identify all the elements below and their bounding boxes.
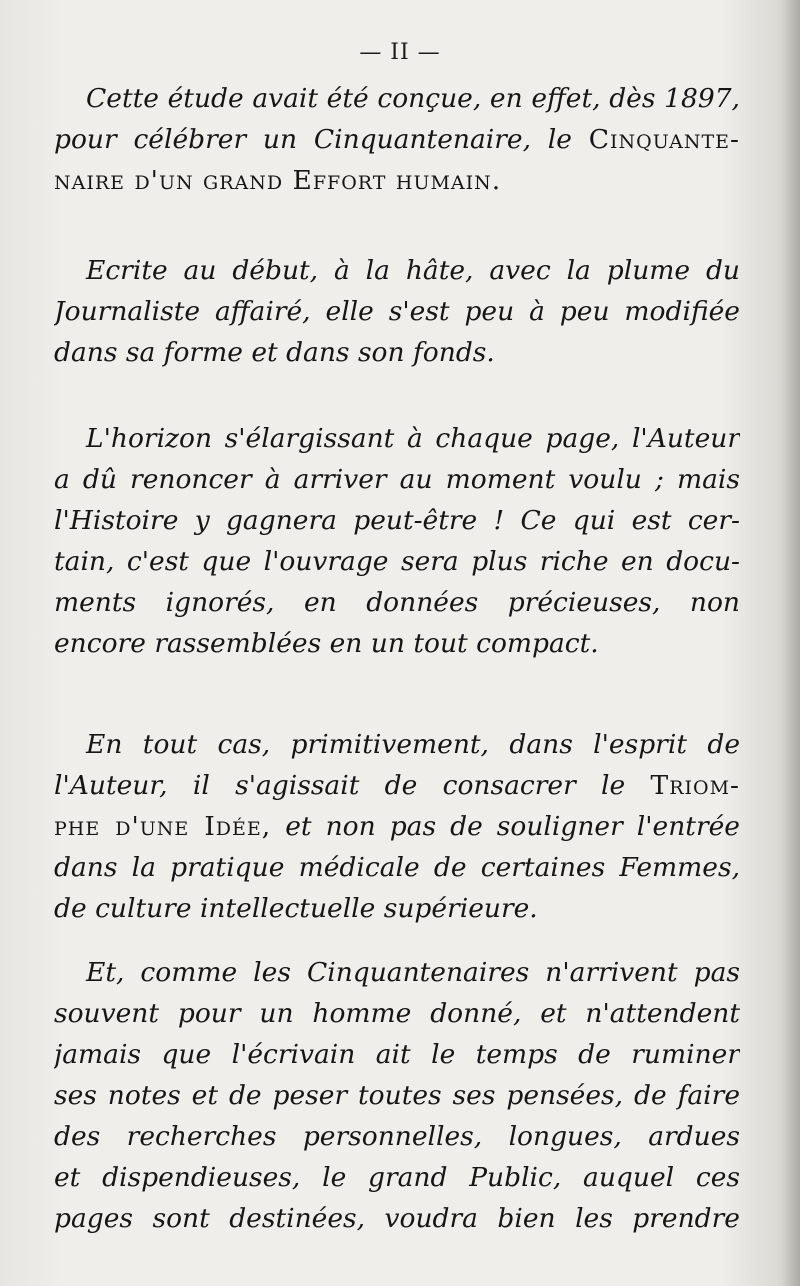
- text-line: souvent pour un homme donné, et n'attendent: [54, 998, 740, 1029]
- text-line: de culture intellectuelle supérieure.: [54, 893, 538, 924]
- text-line: L'horizon s'élargissant à chaque page, l'Auteur: [86, 423, 740, 454]
- page-folio: — II —: [359, 40, 441, 65]
- text-line: dans sa forme et dans son fonds.: [54, 337, 495, 368]
- text-line: pour célébrer un Cinquantenaire, le Cinquante-: [54, 124, 740, 155]
- text-line: jamais que l'écrivain ait le temps de ruminer: [54, 1039, 740, 1070]
- text-line: a dû renoncer à arriver au moment voulu ; mais: [54, 464, 740, 495]
- text-line: dans la pratique médicale de certaines Femmes,: [54, 852, 740, 883]
- paragraph: [54, 418, 740, 664]
- small-caps-text: phe d'une Idée,: [54, 811, 272, 842]
- small-caps-text: Cinquante-: [588, 124, 740, 155]
- text-line: Ecrite au début, à la hâte, avec la plume du: [86, 255, 740, 286]
- page-edge-shadow: [782, 0, 800, 1286]
- text-line: et dispendieuses, le grand Public, auquel ces: [54, 1162, 740, 1193]
- text-line: [54, 160, 740, 201]
- text-line: tain, c'est que l'ouvrage sera plus riche en docu-: [54, 546, 740, 577]
- text-line: Et, comme les Cinquantenaires n'arrivent pas: [86, 957, 740, 988]
- text-line: l'Auteur, il s'agissait de consacrer le Triom-: [54, 770, 740, 801]
- paragraph: [54, 250, 740, 373]
- text-line: pages sont destinées, voudra bien les prendre: [54, 1203, 740, 1234]
- paragraph: [54, 724, 740, 929]
- text-line: ses notes et de peser toutes ses pensées, de faire: [54, 1080, 740, 1111]
- text-line: encore rassemblées en un tout compact.: [54, 628, 599, 659]
- text-line: ments ignorés, en données précieuses, non: [54, 587, 740, 618]
- text-line: phe d'une Idée, et non pas de souligner l'entrée: [54, 811, 740, 842]
- paragraph: [54, 78, 740, 201]
- text-line: des recherches personnelles, longues, ardues: [54, 1121, 740, 1152]
- text-line: En tout cas, primitivement, dans l'esprit de: [86, 729, 740, 760]
- small-caps-text: naire d'un grand Effort humain.: [54, 165, 502, 196]
- text-line: Cette étude avait été conçue, en effet, dès 1897,: [86, 83, 740, 114]
- small-caps-text: Triom-: [650, 770, 740, 801]
- text-line: l'Histoire y gagnera peut-être ! Ce qui est cer-: [54, 505, 740, 536]
- text-line: Journaliste affairé, elle s'est peu à peu modifiée: [54, 296, 740, 327]
- paragraph: [54, 952, 740, 1239]
